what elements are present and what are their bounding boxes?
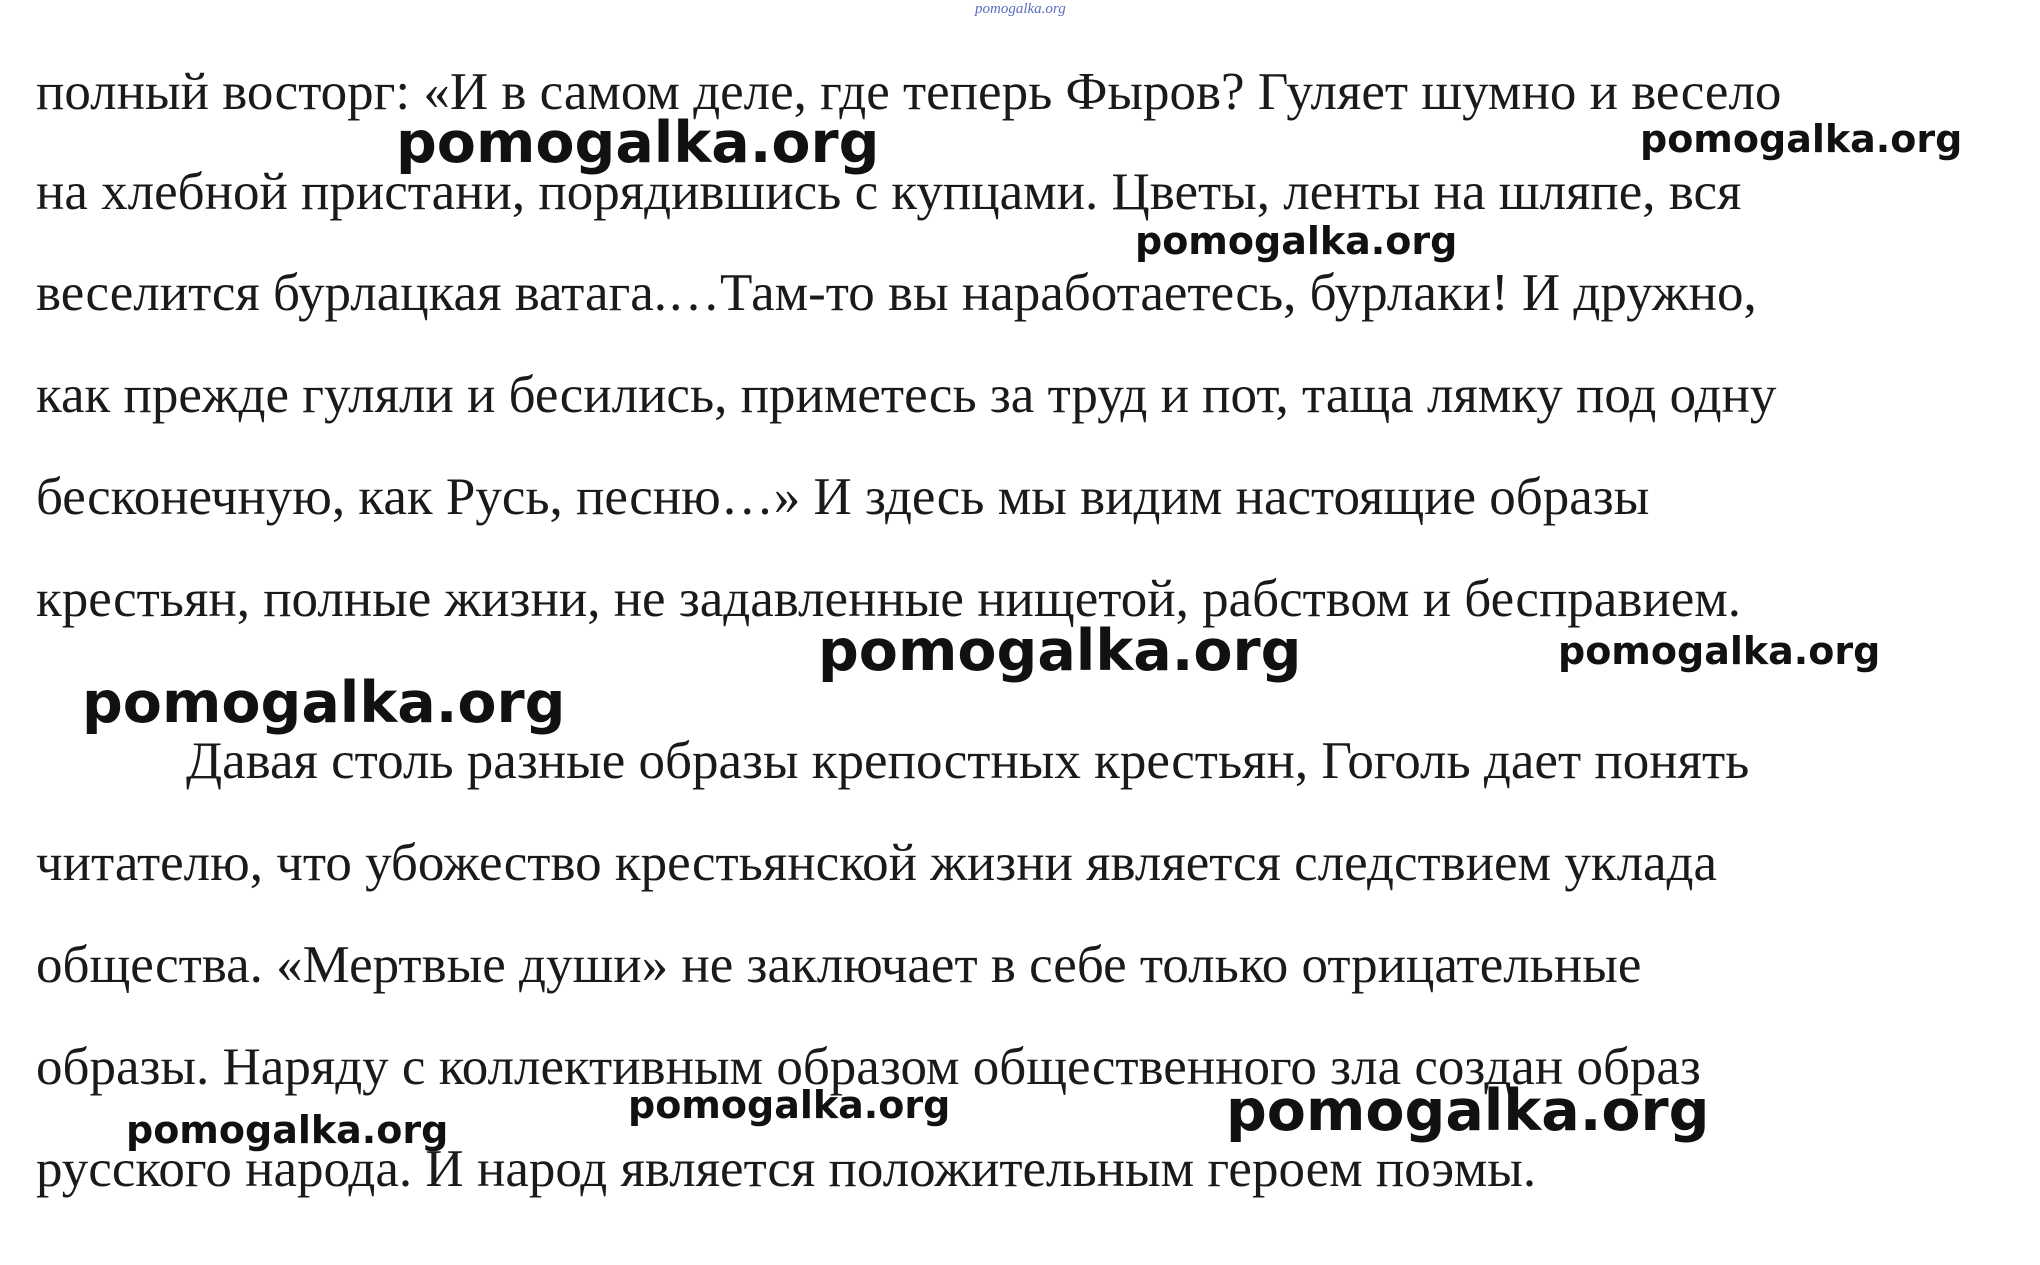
text-line: общества. «Мертвые души» не заключает в себе только отрицательные [36, 936, 1642, 994]
text-line: на хлебной пристани, порядившись с купцами. Цветы, ленты на шляпе, вся [36, 163, 1742, 221]
text-line: читателю, что убожество крестьянской жизни является следствием уклада [36, 834, 1718, 892]
text-line: как прежде гуляли и бесились, приметесь за труд и пот, таща лямку под одну [36, 366, 1777, 424]
watermark: pomogalka.org [1135, 219, 1458, 263]
text-line: веселится бурлацкая ватага.…Там-то вы наработаетесь, бурлаки! И дружно, [36, 264, 1757, 322]
watermark: pomogalka.org [126, 1108, 449, 1152]
text-line: Давая столь разные образы крепостных крестьян, Гоголь дает понять [186, 732, 1750, 790]
text-line: крестьян, полные жизни, не задавленные нищетой, рабством и бесправием. [36, 570, 1742, 628]
watermark: pomogalka.org [396, 110, 880, 176]
watermark: pomogalka.org [82, 670, 566, 736]
text-line: русского народа. И народ является положительным героем поэмы. [36, 1140, 1537, 1198]
text-line: полный восторг: «И в самом деле, где теперь Фыров? Гуляет шумно и весело [36, 63, 1782, 121]
watermark: pomogalka.org [628, 1083, 951, 1127]
text-line: образы. Наряду с коллективным образом общественного зла создан образ [36, 1038, 1701, 1096]
header-watermark: pomogalka.org [975, 1, 1066, 17]
text-line: бесконечную, как Русь, песню…» И здесь мы видим настоящие образы [36, 468, 1650, 526]
watermark: pomogalka.org [1640, 117, 1963, 161]
watermark: pomogalka.org [1226, 1078, 1710, 1144]
watermark: pomogalka.org [818, 618, 1302, 684]
watermark: pomogalka.org [1558, 629, 1881, 673]
